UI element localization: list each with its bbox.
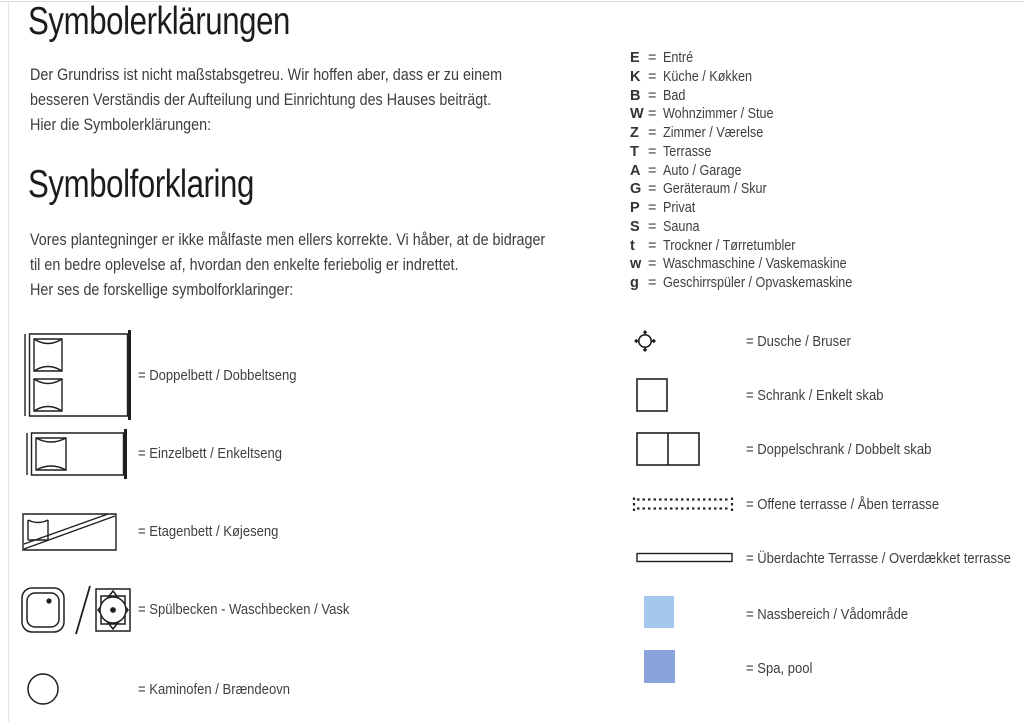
double-bed-icon [22, 327, 134, 423]
intro-da-line-1: Vores plantegninger er ikke målfaste men ellers korrekte. Vi håber, at de bidrager [30, 231, 546, 249]
legend-row [630, 68, 881, 87]
covered-terrace-label: = Überdachte Terrasse / Overdækket terrasse [746, 550, 1011, 567]
legend-label: Entré [663, 50, 694, 66]
single-wardrobe-icon [636, 378, 668, 412]
legend-label: Geräteraum / Skur [663, 181, 767, 198]
legend-row [630, 199, 881, 218]
legend-letter: t [630, 237, 635, 254]
equals-sign: = [648, 275, 657, 291]
single-bed-icon [24, 428, 130, 480]
equals-sign: = [648, 162, 657, 179]
page-title-danish-text: Symbolforklaring [28, 163, 254, 206]
sink-washbasin-icon [20, 582, 132, 638]
equals-sign: = [648, 106, 657, 123]
equals-sign: = [648, 237, 657, 254]
equals-sign: = [648, 218, 657, 235]
equals-sign: = [648, 143, 657, 160]
legend-row [630, 124, 881, 143]
double-wardrobe-icon [636, 432, 700, 466]
intro-paragraph-german [30, 63, 573, 138]
spa-pool-swatch [644, 650, 675, 683]
legend-label: Geschirrspüler / Opvaskemaskine [663, 275, 853, 291]
legend-letter: A [630, 162, 641, 179]
legend-label: Zimmer / Værelse [663, 125, 764, 141]
legend-letter: w [630, 256, 642, 273]
shower-icon [633, 329, 657, 353]
legend-row [630, 87, 881, 106]
single-wardrobe-label: = Schrank / Enkelt skab [746, 387, 884, 404]
legend-letter: B [630, 87, 641, 104]
legend-label: Küche / Køkken [663, 68, 753, 85]
equals-sign: = [648, 256, 657, 273]
equals-sign: = [648, 200, 657, 216]
legend-row [630, 237, 881, 256]
page-left-edge [8, 2, 9, 722]
wood-stove-label: = Kaminofen / Brændeovn [138, 681, 290, 698]
equals-sign: = [648, 87, 657, 104]
bunk-bed-label: = Etagenbett / Køjeseng [138, 523, 279, 540]
legend-row [630, 105, 881, 124]
intro-de-line-2: besseren Verständis der Aufteilung und Einrichtung des Hauses beiträgt. [30, 91, 492, 109]
legend-label: Bad [663, 87, 686, 104]
covered-terrace-icon [636, 552, 734, 563]
legend-letter: W [630, 106, 644, 123]
legend-label: Wohnzimmer / Stue [663, 106, 774, 123]
spa-pool-label: = Spa, pool [746, 660, 813, 677]
equals-sign: = [648, 181, 657, 198]
letter-legend [630, 49, 881, 293]
legend-label: Privat [663, 200, 696, 216]
legend-letter: Z [630, 125, 639, 141]
legend-label: Terrasse [663, 143, 712, 160]
wet-area-swatch [644, 596, 674, 628]
double-wardrobe-label: = Doppelschrank / Dobbelt skab [746, 441, 932, 458]
intro-da-line-3: Her ses de forskellige symbolforklaringer: [30, 281, 294, 299]
legend-row [630, 162, 881, 181]
legend-row [630, 255, 881, 274]
shower-label: = Dusche / Bruser [746, 333, 851, 350]
bunk-bed-icon [22, 508, 118, 552]
legend-label: Waschmaschine / Vaskemaskine [663, 256, 847, 273]
legend-letter: g [630, 275, 639, 291]
intro-paragraph-danish [30, 228, 622, 303]
intro-de-line-1: Der Grundriss ist nicht maßstabsgetreu. Wir hoffen aber, dass er zu einem [30, 66, 503, 84]
legend-letter: G [630, 181, 642, 198]
single-bed-label: = Einzelbett / Enkeltseng [138, 445, 283, 462]
legend-row [630, 143, 881, 162]
legend-label: Sauna [663, 218, 700, 235]
sink-washbasin-label: = Spülbecken - Waschbecken / Vask [138, 601, 350, 618]
open-terrace-label: = Offene terrasse / Åben terrasse [746, 496, 940, 513]
legend-letter: P [630, 200, 640, 216]
equals-sign: = [648, 50, 657, 66]
legend-label: Trockner / Tørretumbler [663, 237, 796, 254]
legend-label: Auto / Garage [663, 162, 742, 179]
page-title-german [28, 0, 356, 44]
legend-row [630, 180, 881, 199]
intro-de-line-3: Hier die Symbolerklärungen: [30, 116, 212, 134]
equals-sign: = [648, 125, 657, 141]
legend-row [630, 49, 881, 68]
legend-row [630, 218, 881, 237]
legend-letter: T [630, 143, 639, 160]
legend-row [630, 274, 881, 293]
legend-letter: E [630, 50, 640, 66]
legend-letter: S [630, 218, 640, 235]
page-title-german-text: Symbolerklärungen [28, 0, 291, 43]
wet-area-label: = Nassbereich / Vådområde [746, 606, 909, 623]
legend-letter: K [630, 68, 641, 85]
open-terrace-icon [632, 496, 734, 512]
equals-sign: = [648, 68, 657, 85]
page-title-danish [28, 163, 310, 207]
intro-da-line-2: til en bedre oplevelse af, hvordan den enkelte feriebolig er indrettet. [30, 256, 459, 274]
double-bed-label: = Doppelbett / Dobbeltseng [138, 367, 297, 384]
wood-stove-icon [26, 672, 60, 706]
